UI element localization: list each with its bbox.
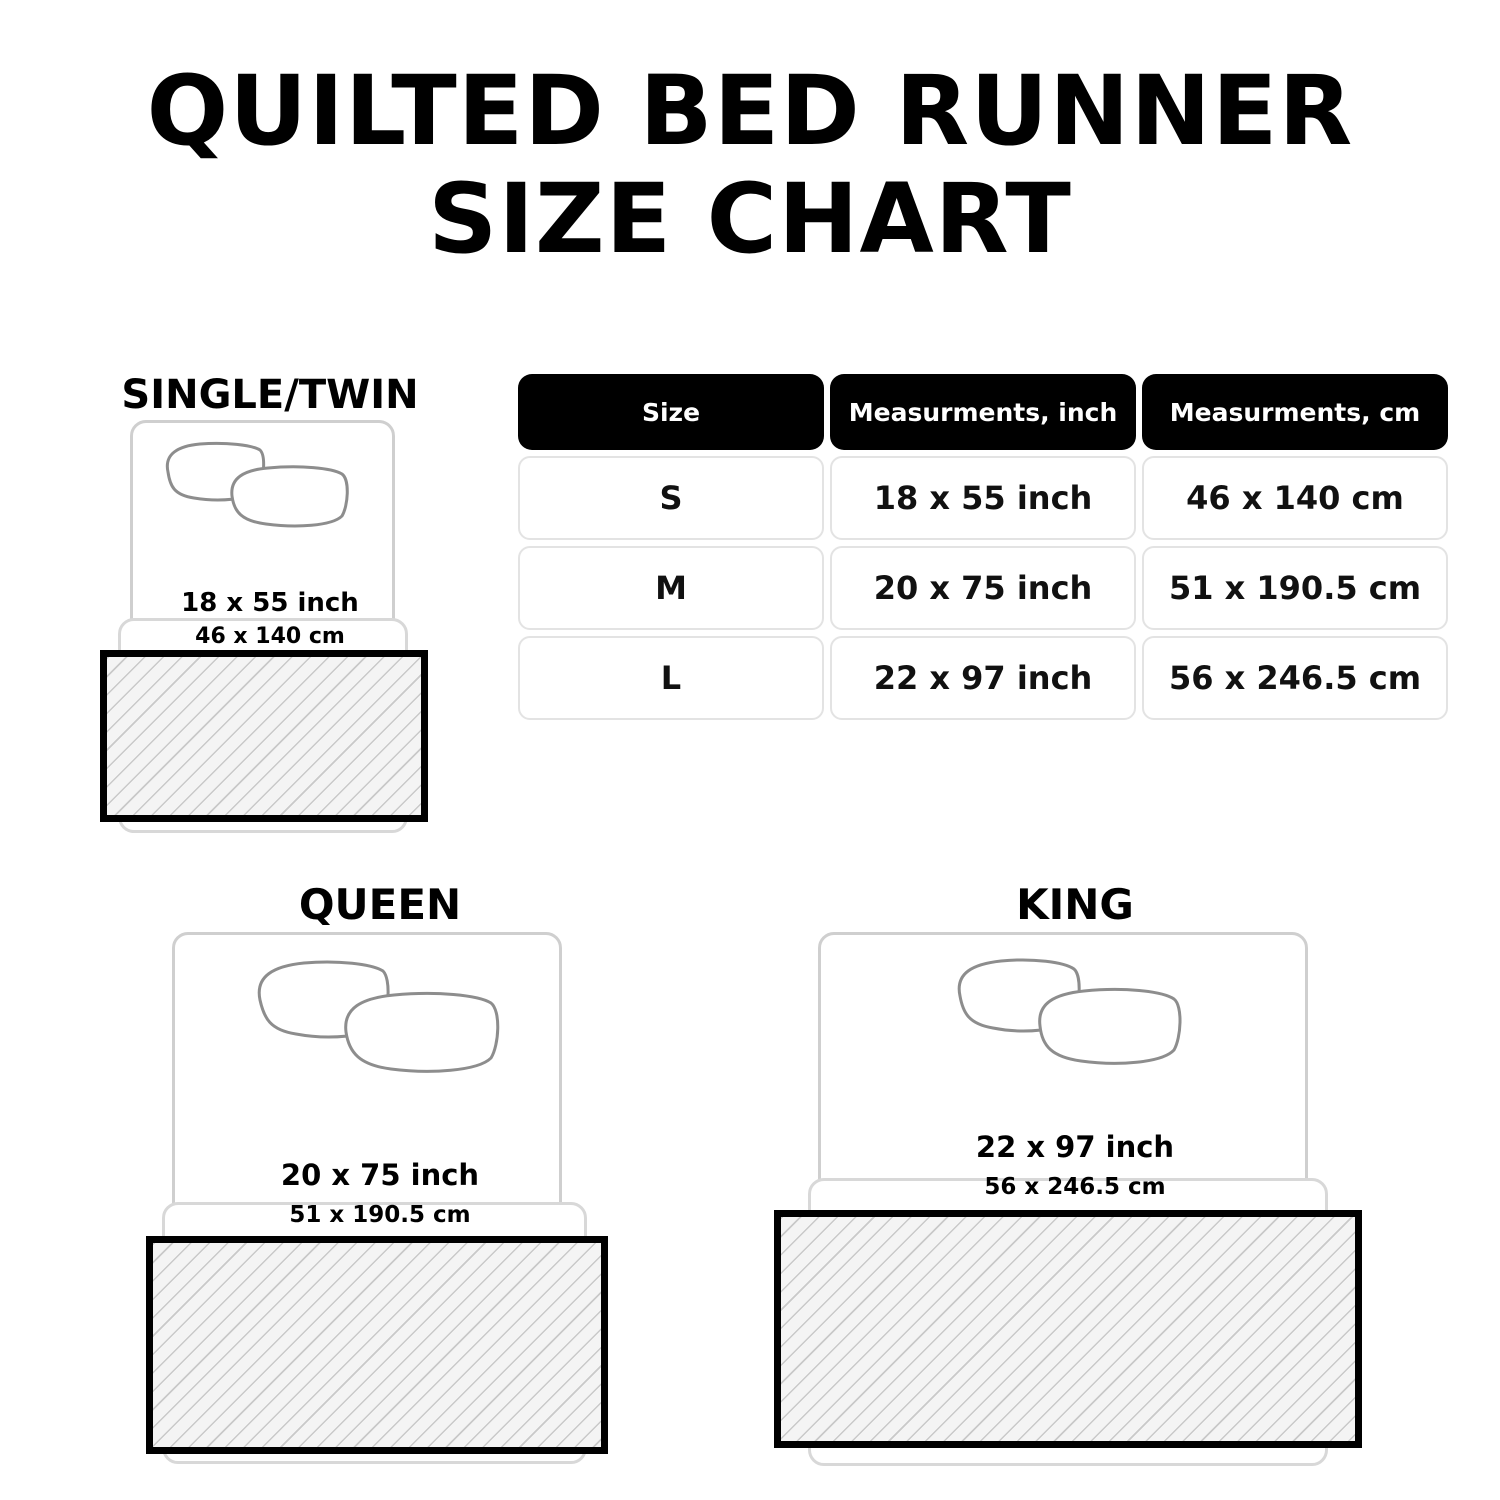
dimension-inch-single-twin: 18 x 55 inch xyxy=(181,588,359,618)
pillows-icon-queen xyxy=(250,958,530,1098)
table-row xyxy=(518,546,1448,630)
cell-inch-m: 20 x 75 inch xyxy=(830,546,1136,630)
bed-runner-queen xyxy=(146,1236,608,1454)
bed-diagram-king xyxy=(790,930,1360,1470)
bed-diagram-queen xyxy=(140,930,620,1470)
bed-label-single-twin: SINGLE/TWIN xyxy=(121,372,419,418)
pillows-icon-single-twin xyxy=(160,440,370,550)
cell-inch-s: 18 x 55 inch xyxy=(830,456,1136,540)
bed-label-queen: QUEEN xyxy=(298,880,462,929)
table-header-row xyxy=(518,374,1448,450)
cell-cm-m: 51 x 190.5 cm xyxy=(1142,546,1448,630)
bed-runner-king xyxy=(774,1210,1362,1448)
dimension-cm-single-twin: 46 x 140 cm xyxy=(195,624,345,649)
dimension-cm-queen: 51 x 190.5 cm xyxy=(289,1202,471,1228)
bed-label-king: KING xyxy=(1016,880,1134,929)
dimension-inch-queen: 20 x 75 inch xyxy=(280,1158,480,1192)
cell-size-s: S xyxy=(518,456,824,540)
page-title xyxy=(0,55,1500,275)
table-header-cm: Measurments, cm xyxy=(1142,374,1448,450)
bed-diagram-single-twin xyxy=(100,418,440,838)
table-row xyxy=(518,456,1448,540)
cell-cm-s: 46 x 140 cm xyxy=(1142,456,1448,540)
cell-inch-l: 22 x 97 inch xyxy=(830,636,1136,720)
dimension-cm-king: 56 x 246.5 cm xyxy=(984,1174,1166,1200)
pillows-icon-king xyxy=(950,956,1210,1096)
table-header-inch: Measurments, inch xyxy=(830,374,1136,450)
title-line-2: SIZE CHART xyxy=(428,162,1072,275)
bed-runner-single-twin xyxy=(100,650,428,822)
cell-size-l: L xyxy=(518,636,824,720)
cell-size-m: M xyxy=(518,546,824,630)
cell-cm-l: 56 x 246.5 cm xyxy=(1142,636,1448,720)
size-table xyxy=(518,374,1448,726)
title-line-1: QUILTED BED RUNNER xyxy=(146,55,1354,167)
dimension-inch-king: 22 x 97 inch xyxy=(975,1130,1175,1164)
table-row xyxy=(518,636,1448,720)
table-header-size: Size xyxy=(518,374,824,450)
